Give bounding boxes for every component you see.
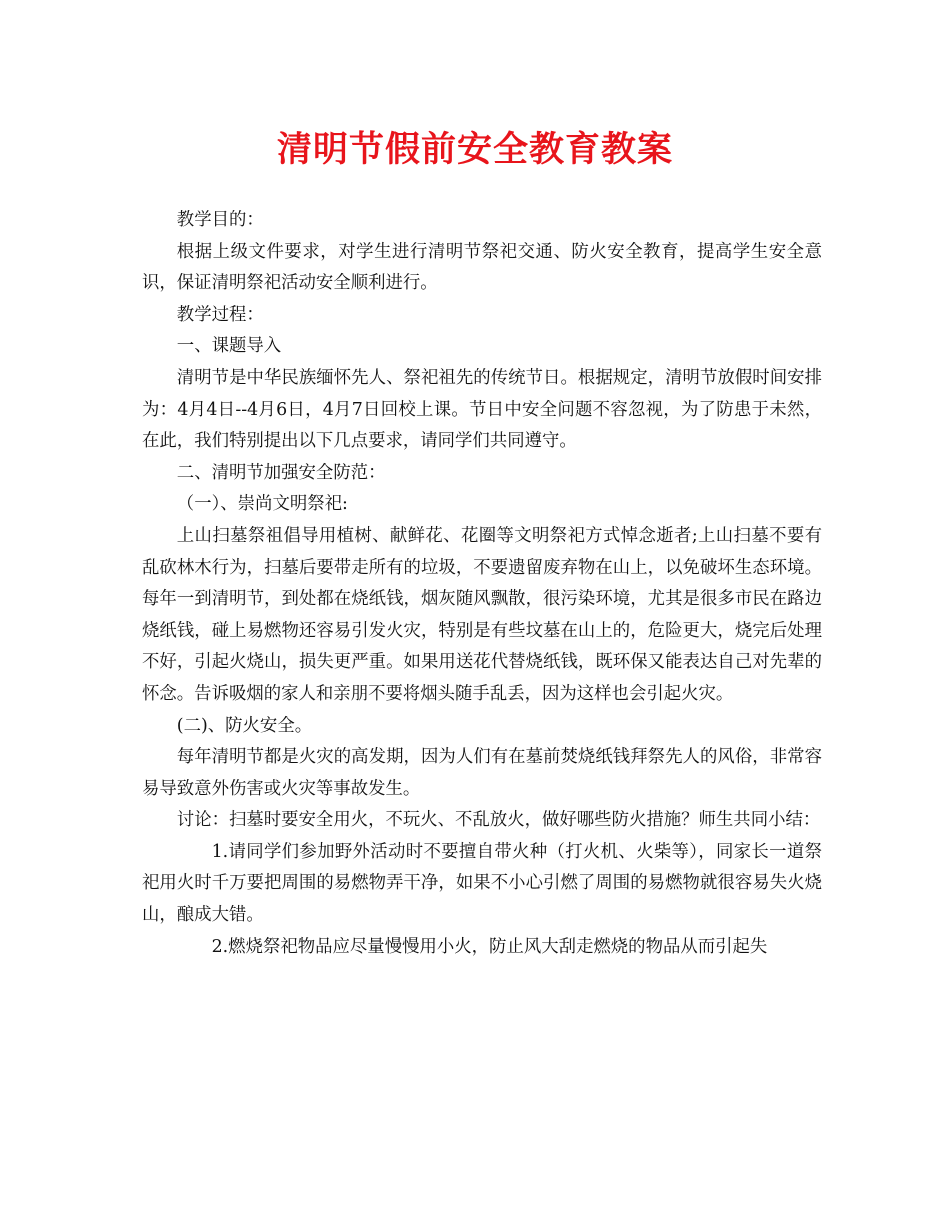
- paragraph-subsection-one-heading: （一）、崇尚文明祭祀:: [176, 494, 348, 515]
- document-body: [142, 205, 822, 963]
- paragraph-introduction: 清明节是中华民族缅怀先人、祭祀祖先的传统节日。根据规定，清明节放假时间安排为：4月4日--4月6日，4月7日回校上课。节日中安全问题不容忽视，为了防患于未然，在此，我们特别提出以下几点要求，请同学们共同遵守。: [142, 367, 822, 452]
- paragraph-discussion: 讨论：扫墓时要安全用火，不玩火、不乱放火，做好哪些防火措施？师生共同小结：: [176, 810, 821, 831]
- paragraph-item-one: 1.请同学们参加野外活动时不要擅自带火种（打火机、火柴等），同家长一道祭祀用火时千万要把周围的易燃物弄干净，如果不小心引燃了周围的易燃物就很容易失火烧山，酿成大错。: [142, 841, 822, 926]
- paragraph-civilized-worship: 上山扫墓祭祖倡导用植树、献鲜花、花圈等文明祭祀方式悼念逝者;上山扫墓不要有乱砍林木行为，扫墓后要带走所有的垃圾，不要遗留废弃物在山上，以免破坏生态环境。每年一到清明节，到处都在烧纸钱，烟灰随风飘散，很污染环境，尤其是很多市民在路边烧纸钱，碰上易燃物还容易引发火灾，特别是有些坟墓在山上的，危险更大，烧完后处理不好，引起火烧山，损失更严重。如果用送花代替烧纸钱，既环保又能表达自己对先辈的怀念。告诉吸烟的家人和亲朋不要将烟头随手乱丢，因为这样也会引起火灾。: [142, 525, 822, 704]
- paragraph-section-two-heading: 二、清明节加强安全防范：: [176, 462, 386, 483]
- paragraph-section-one-heading: 一、课题导入: [176, 336, 282, 357]
- paragraph-teaching-process-heading: 教学过程：: [176, 304, 264, 325]
- paragraph-fire-season: 每年清明节都是火灾的高发期，因为人们有在墓前焚烧纸钱拜祭先人的风俗，非常容易导致意外伤害或火灾等事故发生。: [142, 747, 822, 799]
- paragraph-item-two: 2.燃烧祭祀物品应尽量慢慢用小火，防止风大刮走燃烧的物品从而引起失: [211, 936, 768, 957]
- document-title: 清明节假前安全教育教案: [276, 129, 673, 170]
- paragraph-teaching-goal: 根据上级文件要求，对学生进行清明节祭祀交通、防火安全教育，提高学生安全意识，保证清明祭祀活动安全顺利进行。: [142, 241, 822, 294]
- paragraph-subsection-two-heading: (二)、防火安全。: [176, 715, 313, 736]
- paragraph-teaching-goal-heading: 教学目的：: [176, 210, 264, 230]
